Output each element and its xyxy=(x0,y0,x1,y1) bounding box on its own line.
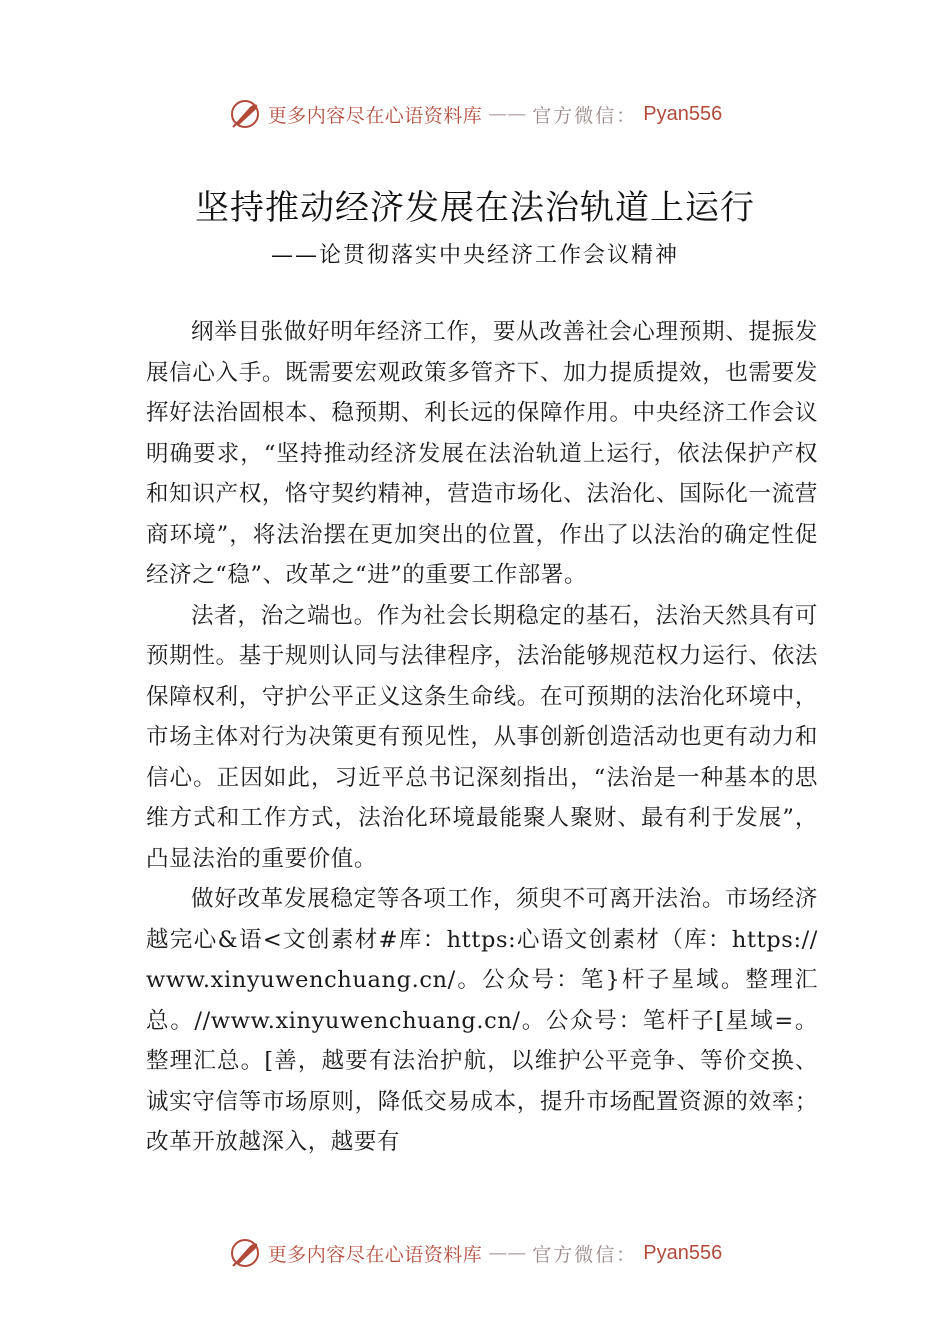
paragraph: 纲举目张做好明年经济工作，要从改善社会心理预期、提振发展信心入手。既需要宏观政策多管齐下、加力提质提效，也需要发挥好法治固根本、稳预期、利长远的保障作用。中央经济工作会议明确要求，“坚持推动经济发展在法治轨道上运行，依法保护产权和知识产权，恪守契约精神，营造市场化、法治化、国际化一流营商环境”，将法治摆在更加突出的位置，作出了以法治的确定性促经济之“稳”、改革之“进”的重要工作部署。 xyxy=(146,319,818,588)
banner-wechat-label: 官方微信： xyxy=(532,1243,638,1266)
header-watermark-banner xyxy=(0,94,950,134)
banner-separator: —— xyxy=(488,1242,527,1264)
paragraph: 做好改革发展稳定等各项工作，须臾不可离开法治。市场经济越完心&语<文创素材#库：https:心语文创素材（库：https://www.xinyuwenchuang.cn/。公众号：笔}杆子星域。整理汇总。//www.xinyuwenchuang.cn/。公众号：笔杆子[星域=。整理汇总。[善，越要有法治护航，以维护公平竞争、等价交换、诚实守信等市场原则，降低交易成本，提升市场配置资源的效率；改革开放越深入，越要有 xyxy=(146,886,818,1155)
document-title: 坚持推动经济发展在法治轨道上运行 xyxy=(195,188,755,228)
banner-wechat-id: Pyan556 xyxy=(643,1241,723,1264)
banner-separator: —— xyxy=(488,103,527,125)
banner-text: 更多内容尽在心语资料库 xyxy=(267,1243,483,1266)
banner-text: 更多内容尽在心语资料库 xyxy=(267,104,483,127)
paragraph: 法者，治之端也。作为社会长期稳定的基石，法治天然具有可预期性。基于规则认同与法律程序，法治能够规范权力运行、依法保障权利，守护公平正义这条生命线。在可预期的法治化环境中，市场主体对行为决策更有预见性，从事创新创造活动也更有动力和信心。正因如此，习近平总书记深刻指出，“法治是一种基本的思维方式和工作方式，法治化环境最能聚人聚财、最有利于发展”，凸显法治的重要价值。 xyxy=(146,602,818,872)
banner-wechat-label: 官方微信： xyxy=(532,104,638,127)
footer-watermark-banner xyxy=(0,1233,950,1273)
document-subtitle: ——论贯彻落实中央经济工作会议精神 xyxy=(270,243,679,268)
quill-pen-logo-icon xyxy=(228,1236,262,1270)
article-body xyxy=(146,312,818,1163)
quill-pen-logo-icon xyxy=(228,97,262,131)
banner-wechat-id: Pyan556 xyxy=(643,102,723,125)
